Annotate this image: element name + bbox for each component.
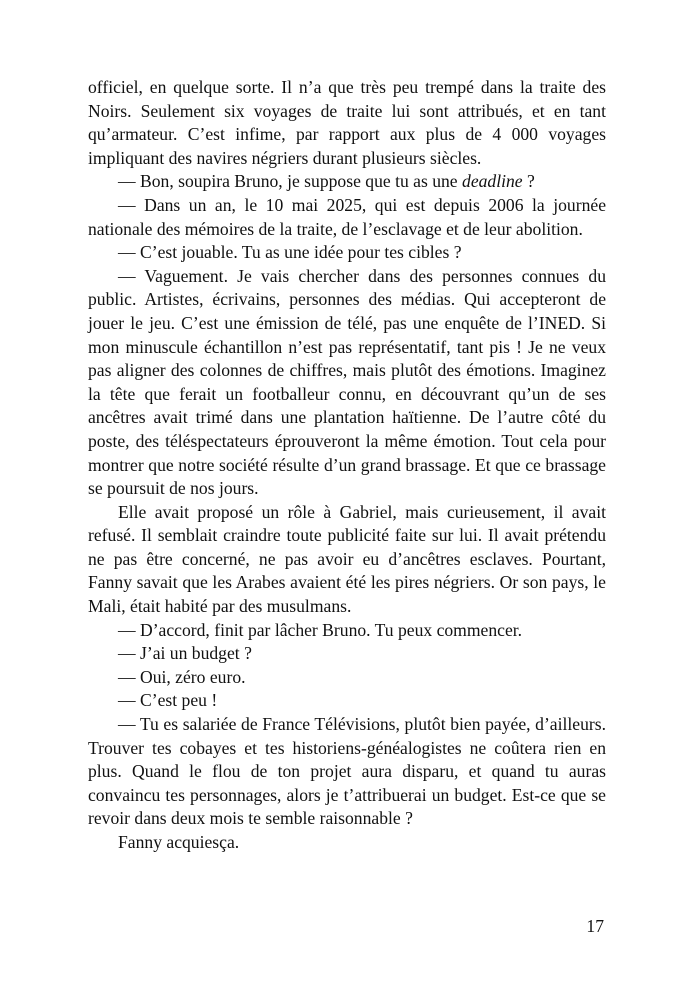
paragraph-continuation: officiel, en quelque sorte. Il n’a que très peu trempé dans la traite des Noirs. Seulement six voyages de traite lui sont attribués, et en tant qu’armateur. C’est infime, par rapport aux plus de 4 000 voyages impliquant des navires négriers durant plusieurs siècles.	[88, 77, 606, 168]
dialogue-punctuation: ?	[522, 171, 535, 192]
dialogue-line-date: — Dans un an, le 10 mai 2025, qui est depuis 2006 la journée nationale des mémoires de la traite, de l’esclavage et de leur abolition.	[88, 194, 606, 239]
dialogue-line-zero-euro: — Oui, zéro euro.	[118, 666, 246, 687]
dialogue-line-accord: — D’accord, finit par lâcher Bruno. Tu peux commencer.	[118, 619, 523, 640]
dialogue-line-salariee: — Tu es salariée de France Télévisions, plutôt bien payée, d’ailleurs. Trouver tes cobayes et tes historiens-généalogistes ne coûtera rien en plus. Quand le flou de ton projet aura disparu, et quand tu auras convaincu tes personnages, alors je t’attribuerai un budget. Est-ce que se revoir dans deux mois te semble raisonnable ?	[88, 714, 606, 829]
page-number: 17	[586, 916, 604, 936]
dialogue-text: — Bon, soupira Bruno, je suppose que tu as une	[118, 171, 463, 192]
dialogue-line-bruno-deadline	[88, 170, 606, 194]
paragraph-gabriel: Elle avait proposé un rôle à Gabriel, mais curieusement, il avait refusé. Il semblait craindre toute publicité faite sur lui. Il avait prétendu ne pas être concerné, ne pas avoir eu d’ancêtres esclaves. Pourtant, Fanny savait que les Arabes avaient été les pires négriers. Or son pays, le Mali, était habité par des musulmans.	[88, 501, 606, 617]
dialogue-line-budget: — J’ai un budget ?	[118, 643, 252, 664]
dialogue-line-vaguement: — Vaguement. Je vais chercher dans des personnes connues du public. Artistes, écrivains, personnes des médias. Qui accepteront de jouer le jeu. C’est une émission de télé, pas une enquête de l’INED. Si mon minuscule échantillon n’est pas représentatif, tant pis ! Je ne veux pas aligner des colonnes de chiffres, mais plutôt des émotions. Imaginez la tête que ferait un footballeur connu, en découvrant qu’un de ses ancêtres avait trimé dans une plantation haïtienne. De l’autre côté du poste, des téléspectateurs éprouveront la même émotion. Tout cela pour montrer que notre société résulte d’un grand brassage. Et que ce brassage se poursuit de nos jours.	[88, 265, 606, 499]
page-body	[88, 76, 606, 855]
emphasis-word: deadline	[462, 171, 523, 192]
dialogue-line-cibles: — C’est jouable. Tu as une idée pour tes cibles ?	[118, 242, 462, 263]
dialogue-line-peu: — C’est peu !	[118, 690, 218, 711]
paragraph-acquiesca: Fanny acquiesça.	[118, 832, 240, 852]
